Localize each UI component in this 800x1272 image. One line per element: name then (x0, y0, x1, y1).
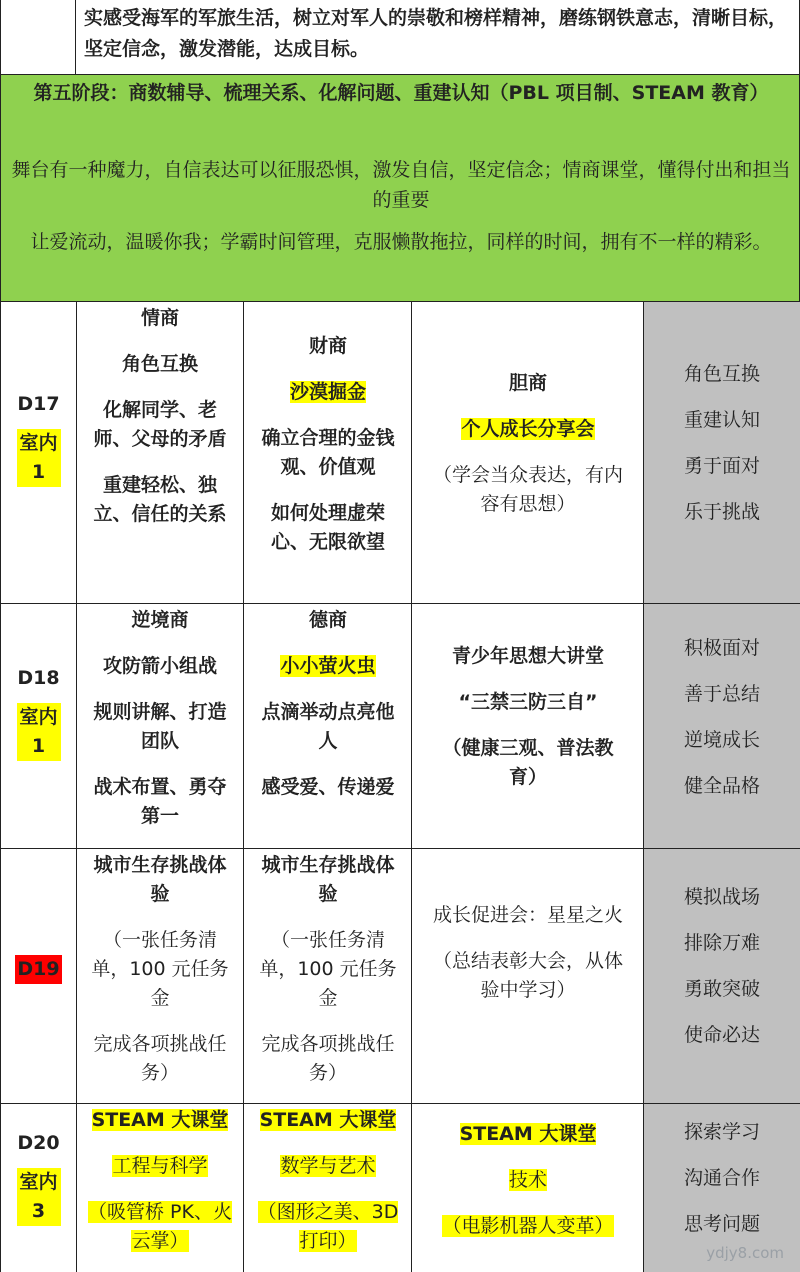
intro-row (0, 0, 800, 75)
place-label: 室内3 (17, 1168, 61, 1226)
watermark: ydjy8.com (706, 1244, 784, 1262)
row-d17-col2 (244, 302, 412, 604)
course-title: 德商 (308, 609, 347, 631)
goal-item: 沟通合作 (683, 1167, 760, 1189)
course-activity: 工程与科学 (112, 1155, 208, 1177)
course-title: STEAM 大课堂 (459, 1123, 597, 1145)
goal-item: 勇于面对 (683, 455, 760, 477)
goal-item: 勇敢突破 (683, 978, 760, 1000)
course-activity: 技术 (508, 1169, 547, 1191)
day-label: D18 (17, 667, 60, 689)
goal-item: 排除万难 (683, 932, 760, 954)
goal-item: 使命必达 (683, 1024, 760, 1046)
intro-left-cell (0, 0, 76, 75)
row-d17-col3 (412, 302, 644, 604)
goal-item: 探索学习 (683, 1121, 760, 1143)
course-title: 逆境商 (131, 609, 189, 631)
row-d17-col1 (77, 302, 244, 604)
course-title: 财商 (308, 335, 347, 357)
course-desc: （吸管桥 PK、火云掌） (88, 1201, 232, 1252)
place-label: 室内1 (17, 703, 61, 761)
day-label-alert: D19 (15, 955, 61, 984)
row-d19-day (1, 849, 77, 1104)
row-d18-col1 (77, 604, 244, 849)
course-desc: （一张任务清单，100 元任务金 (91, 929, 229, 1009)
row-d18-col2 (244, 604, 412, 849)
course-desc: 规则讲解、打造团队 (93, 701, 227, 752)
course-desc: （图形之美、3D 打印） (257, 1201, 399, 1252)
row-d18-col3 (412, 604, 644, 849)
course-title: STEAM 大课堂 (91, 1109, 229, 1131)
day-label: D17 (17, 393, 60, 415)
course-desc: 重建轻松、独立、信任的关系 (93, 474, 227, 525)
row-d19-col1 (77, 849, 244, 1104)
goal-item: 角色互换 (683, 363, 760, 385)
course-title: 情商 (140, 307, 179, 329)
place-label: 室内1 (17, 429, 61, 487)
goal-item: 重建认知 (683, 409, 760, 431)
course-desc: （健康三观、普法教育） (442, 737, 614, 788)
course-activity: 角色互换 (121, 353, 198, 375)
schedule-table (0, 302, 800, 1272)
course-activity: 攻防箭小组战 (102, 655, 217, 677)
course-title: 成长促进会：星星之火 (432, 904, 623, 926)
course-activity: “三禁三防三自” (458, 691, 598, 713)
row-d20-col1 (77, 1104, 244, 1272)
course-desc: 如何处理虚荣心、无限欲望 (270, 502, 385, 553)
row-d17-day (1, 302, 77, 604)
row-d20-col2 (244, 1104, 412, 1272)
intro-text: 实感受海军的军旅生活，树立对军人的崇敬和榜样精神，磨练钢铁意志，清晰目标，坚定信念，激发潜能，达成目标。 (84, 7, 788, 60)
course-desc: （一张任务清单，100 元任务金 (259, 929, 397, 1009)
course-title: 城市生存挑战体验 (93, 854, 227, 905)
row-d20-day (1, 1104, 77, 1272)
goal-item: 善于总结 (683, 683, 760, 705)
course-activity: 数学与艺术 (280, 1155, 376, 1177)
course-desc: 确立合理的金钱观、价值观 (261, 427, 395, 478)
stage5-title: 第五阶段：商数辅导、梳理关系、化解问题、重建认知（PBL 项目制、STEAM 教育） (33, 82, 769, 104)
intro-right-cell (76, 0, 800, 75)
goal-item: 乐于挑战 (683, 501, 760, 523)
row-d19-col2 (244, 849, 412, 1104)
course-desc: 点滴举动点亮他人 (261, 701, 395, 752)
goal-item: 模拟战场 (683, 886, 760, 908)
day-label: D20 (17, 1132, 60, 1154)
course-desc: 感受爱、传递爱 (261, 776, 395, 798)
goal-item: 逆境成长 (683, 729, 760, 751)
stage5-band (0, 75, 800, 302)
course-desc: 完成各项挑战任务） (93, 1033, 227, 1084)
course-desc: （电影机器人变革） (442, 1215, 614, 1237)
course-desc: （总结表彰大会，从体验中学习） (432, 950, 623, 1001)
course-desc: （学会当众表达，有内容有思想） (432, 464, 623, 515)
course-desc: 完成各项挑战任务） (261, 1033, 395, 1084)
goal-item: 思考问题 (683, 1213, 760, 1235)
course-title: 胆商 (508, 372, 547, 394)
row-d20-col3 (412, 1104, 644, 1272)
course-title: 城市生存挑战体验 (261, 854, 395, 905)
course-title: 青少年思想大讲堂 (451, 645, 604, 667)
stage5-line2: 让爱流动，温暖你我；学霸时间管理，克服懒散拖拉，同样的时间，拥有不一样的精彩。 (30, 231, 772, 253)
course-activity: 小小萤火虫 (280, 655, 376, 677)
course-desc: 战术布置、勇夺第一 (93, 776, 227, 827)
goal-item: 健全品格 (683, 775, 760, 797)
course-activity: 个人成长分享会 (461, 418, 595, 440)
course-activity: 沙漠掘金 (289, 381, 366, 403)
goal-item: 积极面对 (683, 637, 760, 659)
row-d18-goals (644, 604, 800, 849)
row-d18-day (1, 604, 77, 849)
course-title: STEAM 大课堂 (259, 1109, 397, 1131)
stage5-line1-visible: 舞台有一种魔力，自信表达可以征服恐惧，激发自信，坚定信念；情商课堂，懂得付出和担当的重要 (11, 159, 791, 211)
row-d19-col3 (412, 849, 644, 1104)
course-desc: 化解同学、老师、父母的矛盾 (93, 399, 227, 450)
row-d17-goals (644, 302, 800, 604)
row-d19-goals (644, 849, 800, 1104)
